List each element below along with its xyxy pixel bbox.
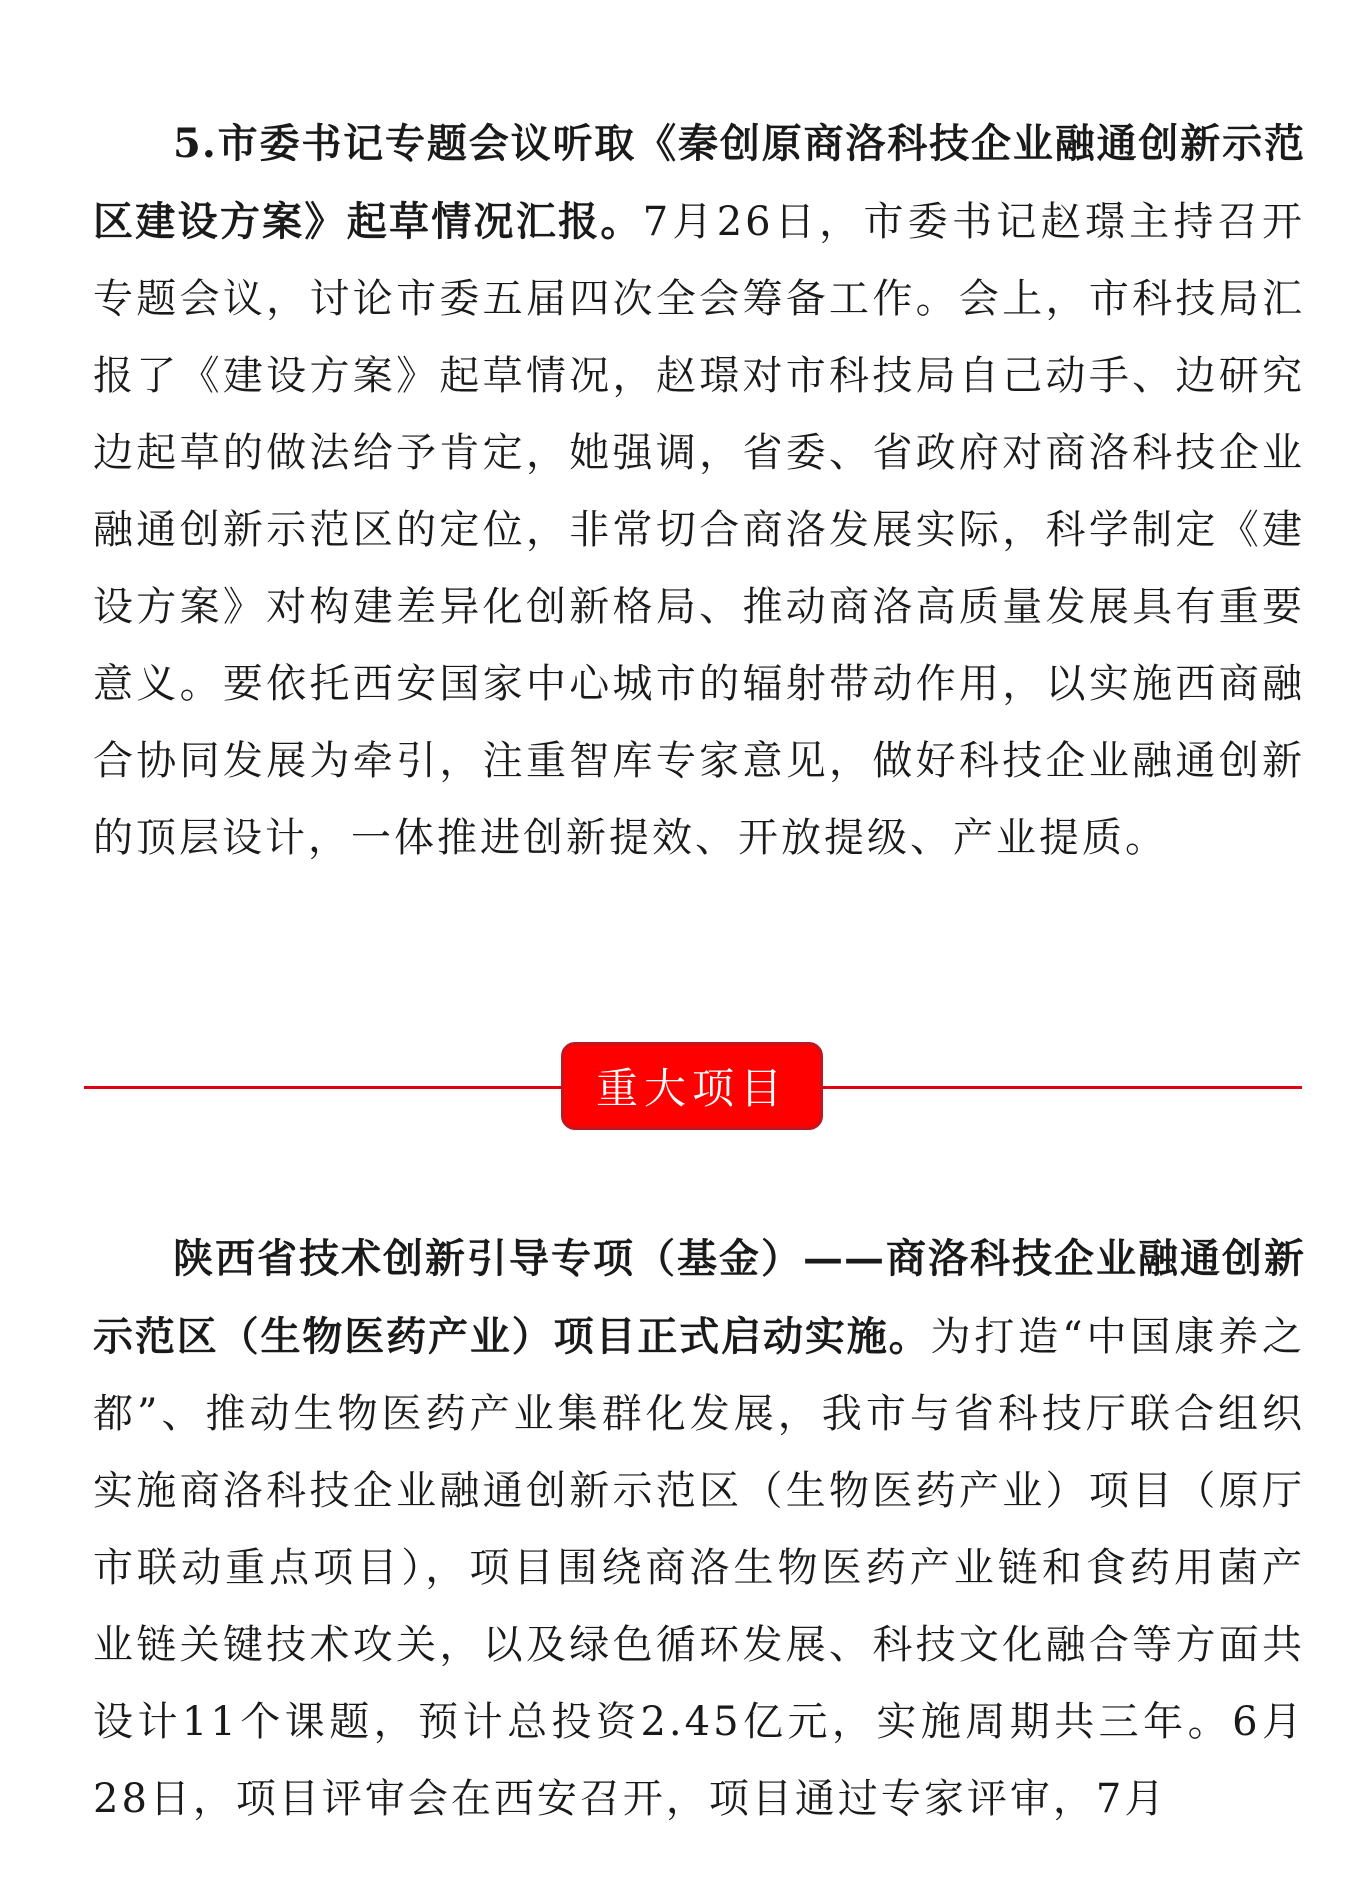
project-paragraph bbox=[93, 1220, 1305, 1838]
section-divider bbox=[84, 1042, 1302, 1132]
news-item-body: 7月26日，市委书记赵璟主持召开专题会议，讨论市委五届四次全会筹备工作。会上，市科技局汇报了《建设方案》起草情况，赵璟对市科技局自己动手、边研究边起草的做法给予肯定，她强调，省委、省政府对商洛科技企业融通创新示范区的定位，非常切合商洛发展实际，科学制定《建设方案》对构建差异化创新格局、推动商洛高质量发展具有重要意义。要依托西安国家中心城市的辐射带动作用，以实施西商融合协同发展为牵引，注重智库专家意见，做好科技企业融通创新的顶层设计，一体推进创新提效、开放提级、产业提质。 bbox=[93, 199, 1305, 861]
news-item-heading: 5.市委书记专题会议听取《秦创原商洛科技企业融通创新示范区建设方案》起草情况汇报。 bbox=[93, 120, 1305, 245]
project-heading: 陕西省技术创新引导专项（基金）——商洛科技企业融通创新示范区（生物医药产业）项目正式启动实施。 bbox=[93, 1235, 1305, 1360]
project-body: 为打造“中国康养之都”、推动生物医药产业集群化发展，我市与省科技厅联合组织实施商洛科技企业融通创新示范区（生物医药产业）项目（原厅市联动重点项目），项目围绕商洛生物医药产业链和食药用菌产业链关键技术攻关，以及绿色循环发展、科技文化融合等方面共设计11个课题，预计总投资2.45亿元，实施周期共三年。6月28日，项目评审会在西安召开，项目通过专家评审，7月 bbox=[93, 1314, 1306, 1822]
news-item-paragraph bbox=[93, 105, 1305, 877]
section-label-badge: 重大项目 bbox=[561, 1042, 823, 1130]
